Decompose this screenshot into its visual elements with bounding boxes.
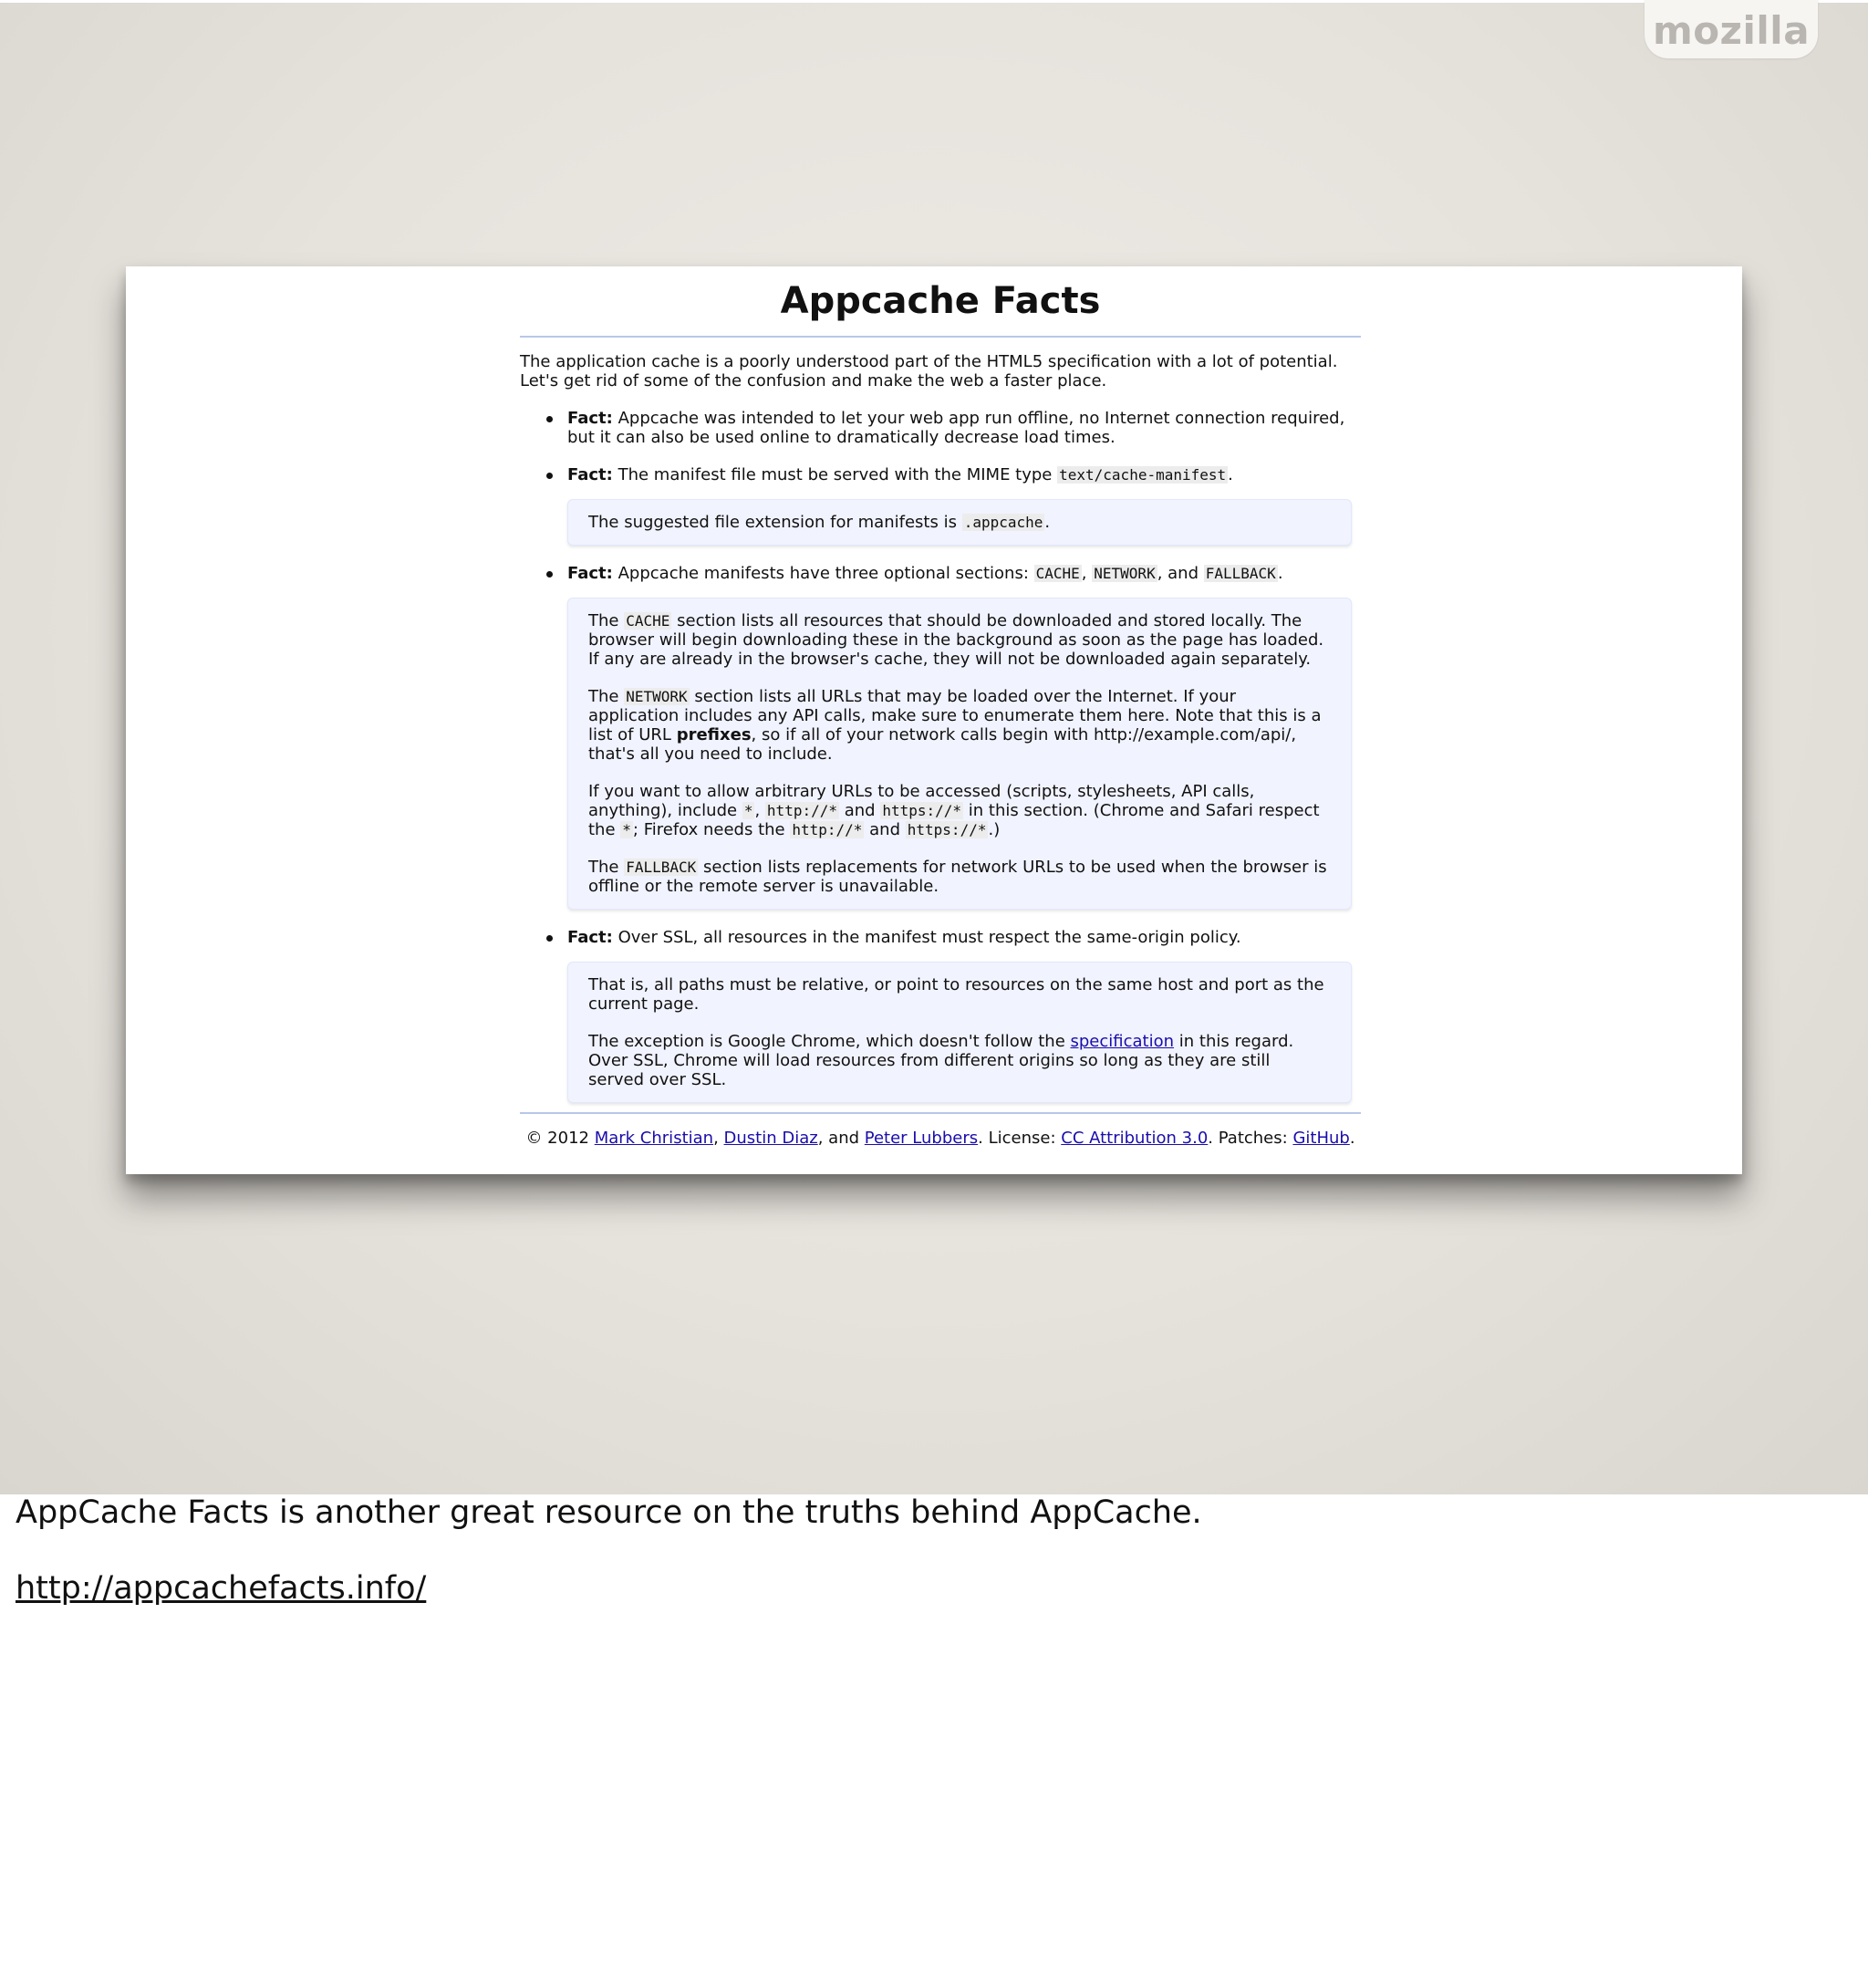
facts-list [520, 409, 1361, 1103]
site-footer [520, 1129, 1361, 1148]
punctuation: , and [1157, 564, 1199, 583]
punctuation: , [1081, 564, 1087, 583]
cache-code: CACHE [1035, 565, 1080, 582]
github-link[interactable]: GitHub [1292, 1129, 1350, 1148]
note-paragraph-network [588, 687, 1331, 764]
intro-paragraph: The application cache is a poorly understood part of the HTML5 specification with a lot of potential. Let's get rid of some of the confusion and make the web a faster place. [520, 352, 1338, 390]
note-text: If you want to allow arbitrary URLs to be accessed (scripts, stylesheets, API calls, anything), include [588, 782, 1255, 820]
fact-label: Fact: [567, 928, 613, 947]
prefixes-bold: prefixes [676, 725, 752, 744]
appcachefacts-link[interactable]: http://appcachefacts.info/ [16, 1570, 427, 1607]
punctuation: . [1228, 465, 1233, 484]
note-paragraph-cache [588, 611, 1331, 669]
fact-label: Fact: [567, 564, 613, 583]
note-text: , so if all of your network calls begin with http://example.com/api/, that's all you need to include. [588, 725, 1297, 764]
bullet-icon [546, 473, 553, 479]
punctuation: . [1044, 513, 1051, 532]
footer-divider [520, 1112, 1361, 1114]
note-paragraph-fallback [588, 858, 1331, 896]
network-code: NETWORK [1094, 565, 1156, 582]
fact-item-mime-type [520, 465, 1361, 546]
copyright-text: © 2012 [525, 1129, 589, 1148]
fact-text: Appcache was intended to let your web app run offline, no Internet connection required, but it can also be used online to dramatically decrease load times. [567, 409, 1345, 447]
fact-item-ssl [520, 928, 1361, 1103]
cache-code: CACHE [626, 612, 670, 630]
specification-link[interactable]: specification [1070, 1032, 1175, 1051]
wildcard-code: * [622, 821, 631, 838]
fact-label: Fact: [567, 465, 613, 484]
note-box-ssl [567, 962, 1352, 1103]
note-text: The [588, 687, 619, 706]
fact-text: Appcache manifests have three optional sections: [617, 564, 1029, 583]
page-title: Appcache Facts [780, 280, 1101, 322]
note-paragraph: That is, all paths must be relative, or point to resources on the same host and port as the current page. [588, 975, 1324, 1014]
appcache-facts-page [520, 266, 1361, 1148]
punctuation: , [713, 1129, 719, 1148]
note-text: The suggested file extension for manifests is [588, 513, 957, 532]
note-text: in this regard. Over SSL, Chrome will load resources from different origins so long as they are still served over SSL. [588, 1032, 1294, 1089]
extension-code: .appcache [963, 514, 1043, 531]
fact-label: Fact: [567, 409, 613, 428]
note-paragraph-wildcards [588, 782, 1331, 839]
mime-type-code: text/cache-manifest [1059, 466, 1227, 484]
license-link[interactable]: CC Attribution 3.0 [1061, 1129, 1209, 1148]
note-text: section lists all resources that should be downloaded and stored locally. The browser will begin downloading these in the background as soon as the page has loaded. If any are already in the browser's cache, they will not be downloaded again separately. [588, 611, 1324, 669]
note-text: and [844, 801, 876, 820]
fact-item-sections [520, 564, 1361, 910]
punctuation: .) [988, 820, 1001, 839]
http-wildcard-code: http://* [792, 821, 863, 838]
note-text: section lists all URLs that may be loaded over the Internet. If your application includes any API calls, make sure to enumerate them here. Note that this is a list of URL [588, 687, 1322, 744]
fallback-code: FALLBACK [1205, 565, 1276, 582]
slide-caption [16, 1494, 1840, 1608]
note-paragraph [588, 1032, 1331, 1089]
fallback-code: FALLBACK [626, 859, 697, 876]
bullet-icon [546, 416, 553, 422]
brand-tab [1645, 0, 1818, 58]
note-box-extension [567, 499, 1352, 546]
punctuation: . [1349, 1129, 1355, 1148]
https-wildcard-code: https://* [907, 821, 987, 838]
patches-label: . Patches: [1208, 1129, 1288, 1148]
title-divider [520, 336, 1361, 338]
note-text: The [588, 611, 619, 630]
http-wildcard-code: http://* [766, 802, 837, 819]
network-code: NETWORK [626, 688, 688, 705]
author-link-peter-lubbers[interactable]: Peter Lubbers [864, 1129, 979, 1148]
note-box-sections [567, 598, 1352, 910]
https-wildcard-code: https://* [882, 802, 962, 819]
caption-url-paragraph [16, 1569, 1840, 1608]
fact-text: The manifest file must be served with the MIME type [617, 465, 1053, 484]
author-link-dustin-diaz[interactable]: Dustin Diaz [723, 1129, 818, 1148]
note-text: and [869, 820, 901, 839]
fact-item-offline [520, 409, 1361, 447]
note-text: The [588, 858, 619, 877]
bullet-icon [546, 935, 553, 942]
note-text: ; Firefox needs the [632, 820, 785, 839]
fact-text: Over SSL, all resources in the manifest must respect the same-origin policy. [617, 928, 1241, 947]
note-text: in this section. (Chrome and Safari respect the [588, 801, 1320, 839]
website-screenshot [126, 266, 1742, 1174]
mozilla-logo: mozilla [1652, 7, 1811, 53]
author-link-mark-christian[interactable]: Mark Christian [594, 1129, 714, 1148]
note-text: The exception is Google Chrome, which doesn't follow the [588, 1032, 1065, 1051]
note-paragraph [588, 513, 1331, 532]
license-label: . License: [978, 1129, 1056, 1148]
punctuation: . [1277, 564, 1283, 583]
caption-text: AppCache Facts is another great resource on the truths behind AppCache. [16, 1494, 1202, 1531]
wildcard-code: * [743, 802, 753, 819]
punctuation: , [754, 801, 761, 820]
note-text: section lists replacements for network URLs to be used when the browser is offline or the remote server is unavailable. [588, 858, 1327, 896]
punctuation: , and [817, 1129, 860, 1148]
bullet-icon [546, 571, 553, 578]
